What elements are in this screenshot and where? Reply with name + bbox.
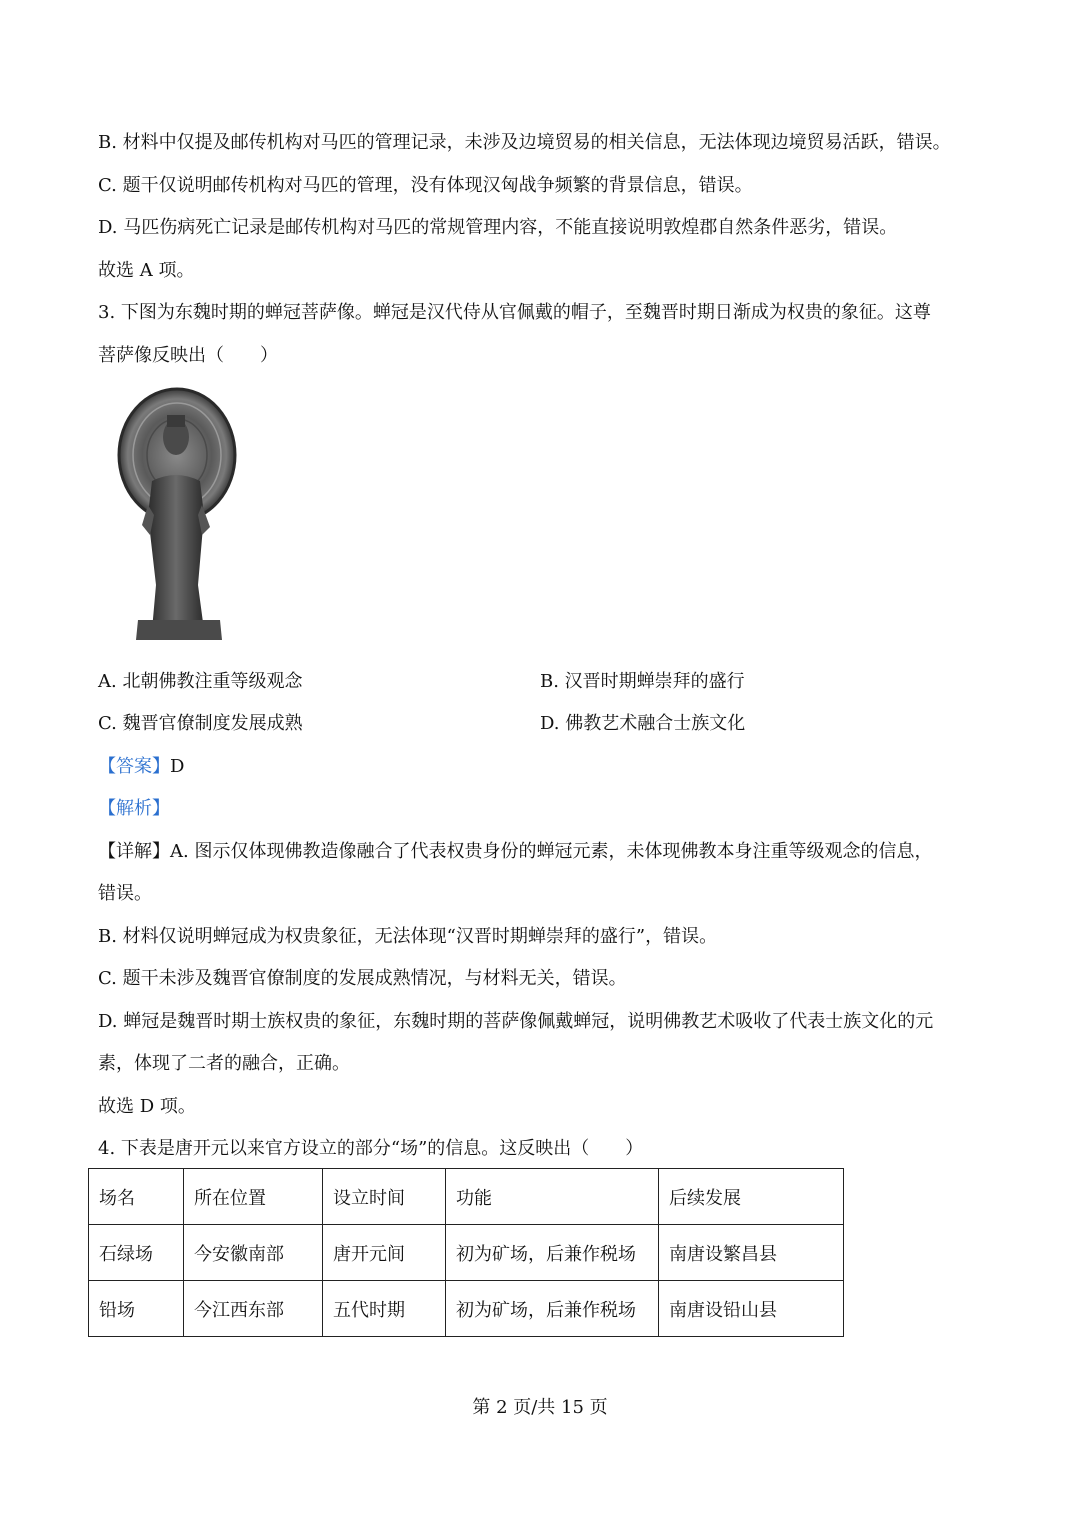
table-cell: 五代时期 bbox=[323, 1281, 446, 1337]
q3-detail-c: C. 题干未涉及魏晋官僚制度的发展成熟情况，与材料无关，错误。 bbox=[98, 968, 627, 989]
analysis-option-b: B. 材料中仅提及邮传机构对马匹的管理记录，未涉及边境贸易的相关信息，无法体现边境贸易活跃，错误。 bbox=[98, 132, 951, 153]
q3-detail-a-cont: 错误。 bbox=[98, 883, 152, 904]
table-header-cell: 所在位置 bbox=[184, 1169, 323, 1225]
table-header-cell: 后续发展 bbox=[659, 1169, 844, 1225]
table-cell: 南唐设铅山县 bbox=[659, 1281, 844, 1337]
table-cell: 唐开元间 bbox=[323, 1225, 446, 1281]
q3-detail-d: D. 蝉冠是魏晋时期士族权贵的象征，东魏时期的菩萨像佩戴蝉冠，说明佛教艺术吸收了代表士族文化的元 bbox=[98, 1011, 934, 1032]
q3-stem-line2: 菩萨像反映出（ ） bbox=[98, 345, 278, 366]
q3-answer bbox=[98, 755, 184, 779]
analysis-conclusion: 故选 A 项。 bbox=[98, 260, 195, 281]
table-header-row bbox=[89, 1169, 844, 1225]
table-cell: 今安徽南部 bbox=[184, 1225, 323, 1281]
analysis-tag: 【解析】 bbox=[98, 798, 170, 819]
q3-detail-d-cont: 素，体现了二者的融合，正确。 bbox=[98, 1053, 350, 1074]
q3-option-c: C. 魏晋官僚制度发展成熟 bbox=[98, 713, 303, 734]
page-footer: 第 2 页/共 15 页 bbox=[472, 1397, 608, 1418]
answer-tag: 【答案】 bbox=[98, 756, 170, 777]
table-header-cell: 功能 bbox=[446, 1169, 659, 1225]
table-row bbox=[89, 1281, 844, 1337]
table-cell: 初为矿场，后兼作税场 bbox=[446, 1225, 659, 1281]
q3-detail-a bbox=[98, 840, 932, 864]
site-info-table bbox=[88, 1168, 844, 1337]
table-row bbox=[89, 1225, 844, 1281]
q3-conclusion: 故选 D 项。 bbox=[98, 1096, 196, 1117]
bodhisattva-statue-image bbox=[112, 385, 262, 647]
q3-stem-line1: 3. 下图为东魏时期的蝉冠菩萨像。蝉冠是汉代侍从官佩戴的帽子，至魏晋时期日渐成为权贵的象征。这尊 bbox=[98, 302, 931, 323]
q3-option-b: B. 汉晋时期蝉崇拜的盛行 bbox=[540, 671, 745, 692]
table-header-cell: 设立时间 bbox=[323, 1169, 446, 1225]
analysis-option-d: D. 马匹伤病死亡记录是邮传机构对马匹的常规管理内容，不能直接说明敦煌郡自然条件恶劣，错误。 bbox=[98, 217, 898, 238]
analysis-option-c: C. 题干仅说明邮传机构对马匹的管理，没有体现汉匈战争频繁的背景信息，错误。 bbox=[98, 175, 753, 196]
detail-a-text: A. 图示仅体现佛教造像融合了代表权贵身份的蝉冠元素，未体现佛教本身注重等级观念的信息， bbox=[170, 841, 933, 862]
answer-value: D bbox=[170, 756, 185, 777]
table-cell: 石绿场 bbox=[89, 1225, 184, 1281]
table-cell: 铅场 bbox=[89, 1281, 184, 1337]
q3-option-a: A. 北朝佛教注重等级观念 bbox=[98, 671, 303, 692]
table-cell: 南唐设繁昌县 bbox=[659, 1225, 844, 1281]
table-cell: 今江西东部 bbox=[184, 1281, 323, 1337]
detail-tag: 【详解】 bbox=[98, 841, 170, 862]
q4-stem: 4. 下表是唐开元以来官方设立的部分“场”的信息。这反映出（ ） bbox=[98, 1138, 644, 1159]
table-header-cell: 场名 bbox=[89, 1169, 184, 1225]
q3-detail-b: B. 材料仅说明蝉冠成为权贵象征，无法体现“汉晋时期蝉崇拜的盛行”，错误。 bbox=[98, 926, 718, 947]
table-cell: 初为矿场，后兼作税场 bbox=[446, 1281, 659, 1337]
q3-option-d: D. 佛教艺术融合士族文化 bbox=[540, 713, 746, 734]
